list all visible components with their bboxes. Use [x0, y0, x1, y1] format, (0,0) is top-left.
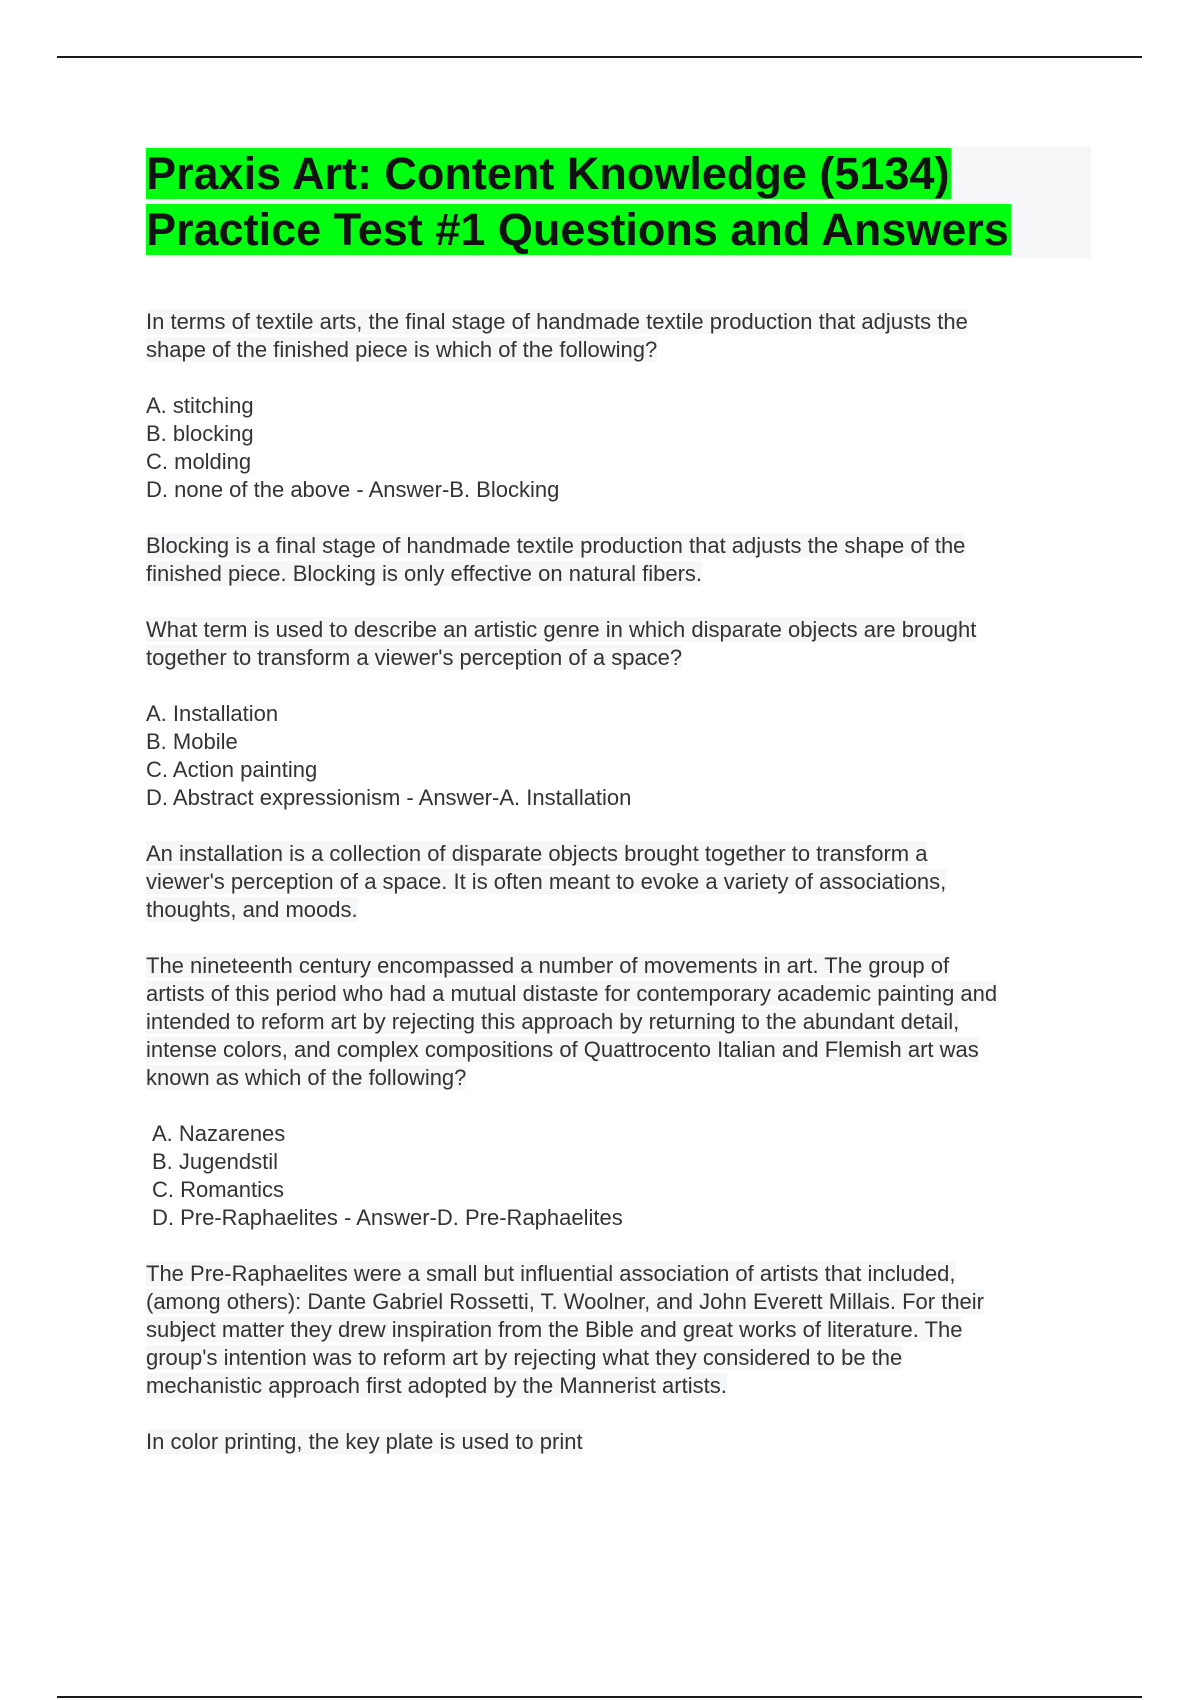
question-2-options: [146, 700, 1091, 812]
explanation-3-line-1: The Pre-Raphaelites were a small but influential association of artists that included,: [146, 1261, 956, 1286]
question-1: [146, 308, 1091, 364]
option-item-with-answer: D. none of the above - Answer-B. Blocking: [146, 477, 560, 502]
question-3-line-2: artists of this period who had a mutual distaste for contemporary academic painting and: [146, 981, 998, 1006]
option-item: B. Mobile: [146, 729, 238, 754]
explanation-3: [146, 1260, 1091, 1400]
option-item: C. Romantics: [152, 1177, 285, 1202]
explanation-2-line-1: An installation is a collection of disparate objects brought together to transform a: [146, 841, 928, 866]
question-3: [146, 952, 1091, 1092]
option-item: A. Nazarenes: [152, 1121, 286, 1146]
explanation-3-line-2: (among others): Dante Gabriel Rossetti, T. Woolner, and John Everett Millais. For their: [146, 1289, 984, 1314]
bottom-rule: [57, 1696, 1142, 1698]
option-item: A. Installation: [146, 701, 279, 726]
question-1-line-2: shape of the finished piece is which of the following?: [146, 337, 658, 362]
explanation-1: [146, 532, 1091, 588]
option-item-with-answer: D. Abstract expressionism - Answer-A. Installation: [146, 785, 632, 810]
question-3-line-3: intended to reform art by rejecting this approach by returning to the abundant detail,: [146, 1009, 960, 1034]
question-3-line-4: intense colors, and complex compositions of Quattrocento Italian and Flemish art was: [146, 1037, 979, 1062]
top-rule: [57, 56, 1142, 58]
explanation-2-line-2: viewer's perception of a space. It is often meant to evoke a variety of associations,: [146, 869, 947, 894]
question-2-line-2: together to transform a viewer's perception of a space?: [146, 645, 683, 670]
question-4: [146, 1428, 1091, 1456]
question-3-line-1: The nineteenth century encompassed a number of movements in art. The group of: [146, 953, 950, 978]
explanation-1-line-2: finished piece. Blocking is only effective on natural fibers.: [146, 561, 703, 586]
explanation-3-line-3: subject matter they drew inspiration from the Bible and great works of literature. The: [146, 1317, 963, 1342]
option-item: B. Jugendstil: [152, 1149, 278, 1174]
document-body: [146, 146, 1091, 1484]
question-1-line-1: In terms of textile arts, the final stage of handmade textile production that adjusts the: [146, 309, 968, 334]
option-item: A. stitching: [146, 393, 254, 418]
question-2-line-1: What term is used to describe an artistic genre in which disparate objects are brought: [146, 617, 977, 642]
option-item: B. blocking: [146, 421, 254, 446]
question-2: [146, 616, 1091, 672]
question-1-options: [146, 392, 1091, 504]
explanation-2: [146, 840, 1091, 924]
explanation-2-line-3: thoughts, and moods.: [146, 897, 358, 922]
explanation-1-line-1: Blocking is a final stage of handmade textile production that adjusts the shape of the: [146, 533, 966, 558]
option-item: C. Action painting: [146, 757, 318, 782]
option-item: C. molding: [146, 449, 252, 474]
question-3-line-5: known as which of the following?: [146, 1065, 467, 1090]
title-line-1: Praxis Art: Content Knowledge (5134): [146, 148, 950, 199]
explanation-3-line-5: mechanistic approach first adopted by the Mannerist artists.: [146, 1373, 727, 1398]
question-3-options: [146, 1120, 1091, 1232]
question-4-line-1: In color printing, the key plate is used to print: [146, 1429, 583, 1454]
title-line-2: Practice Test #1 Questions and Answers: [146, 204, 1009, 255]
option-item-with-answer: D. Pre-Raphaelites - Answer-D. Pre-Raphaelites: [152, 1205, 623, 1230]
title-block: [146, 146, 1091, 258]
explanation-3-line-4: group's intention was to reform art by rejecting what they considered to be the: [146, 1345, 903, 1370]
document-title: [146, 146, 1091, 258]
